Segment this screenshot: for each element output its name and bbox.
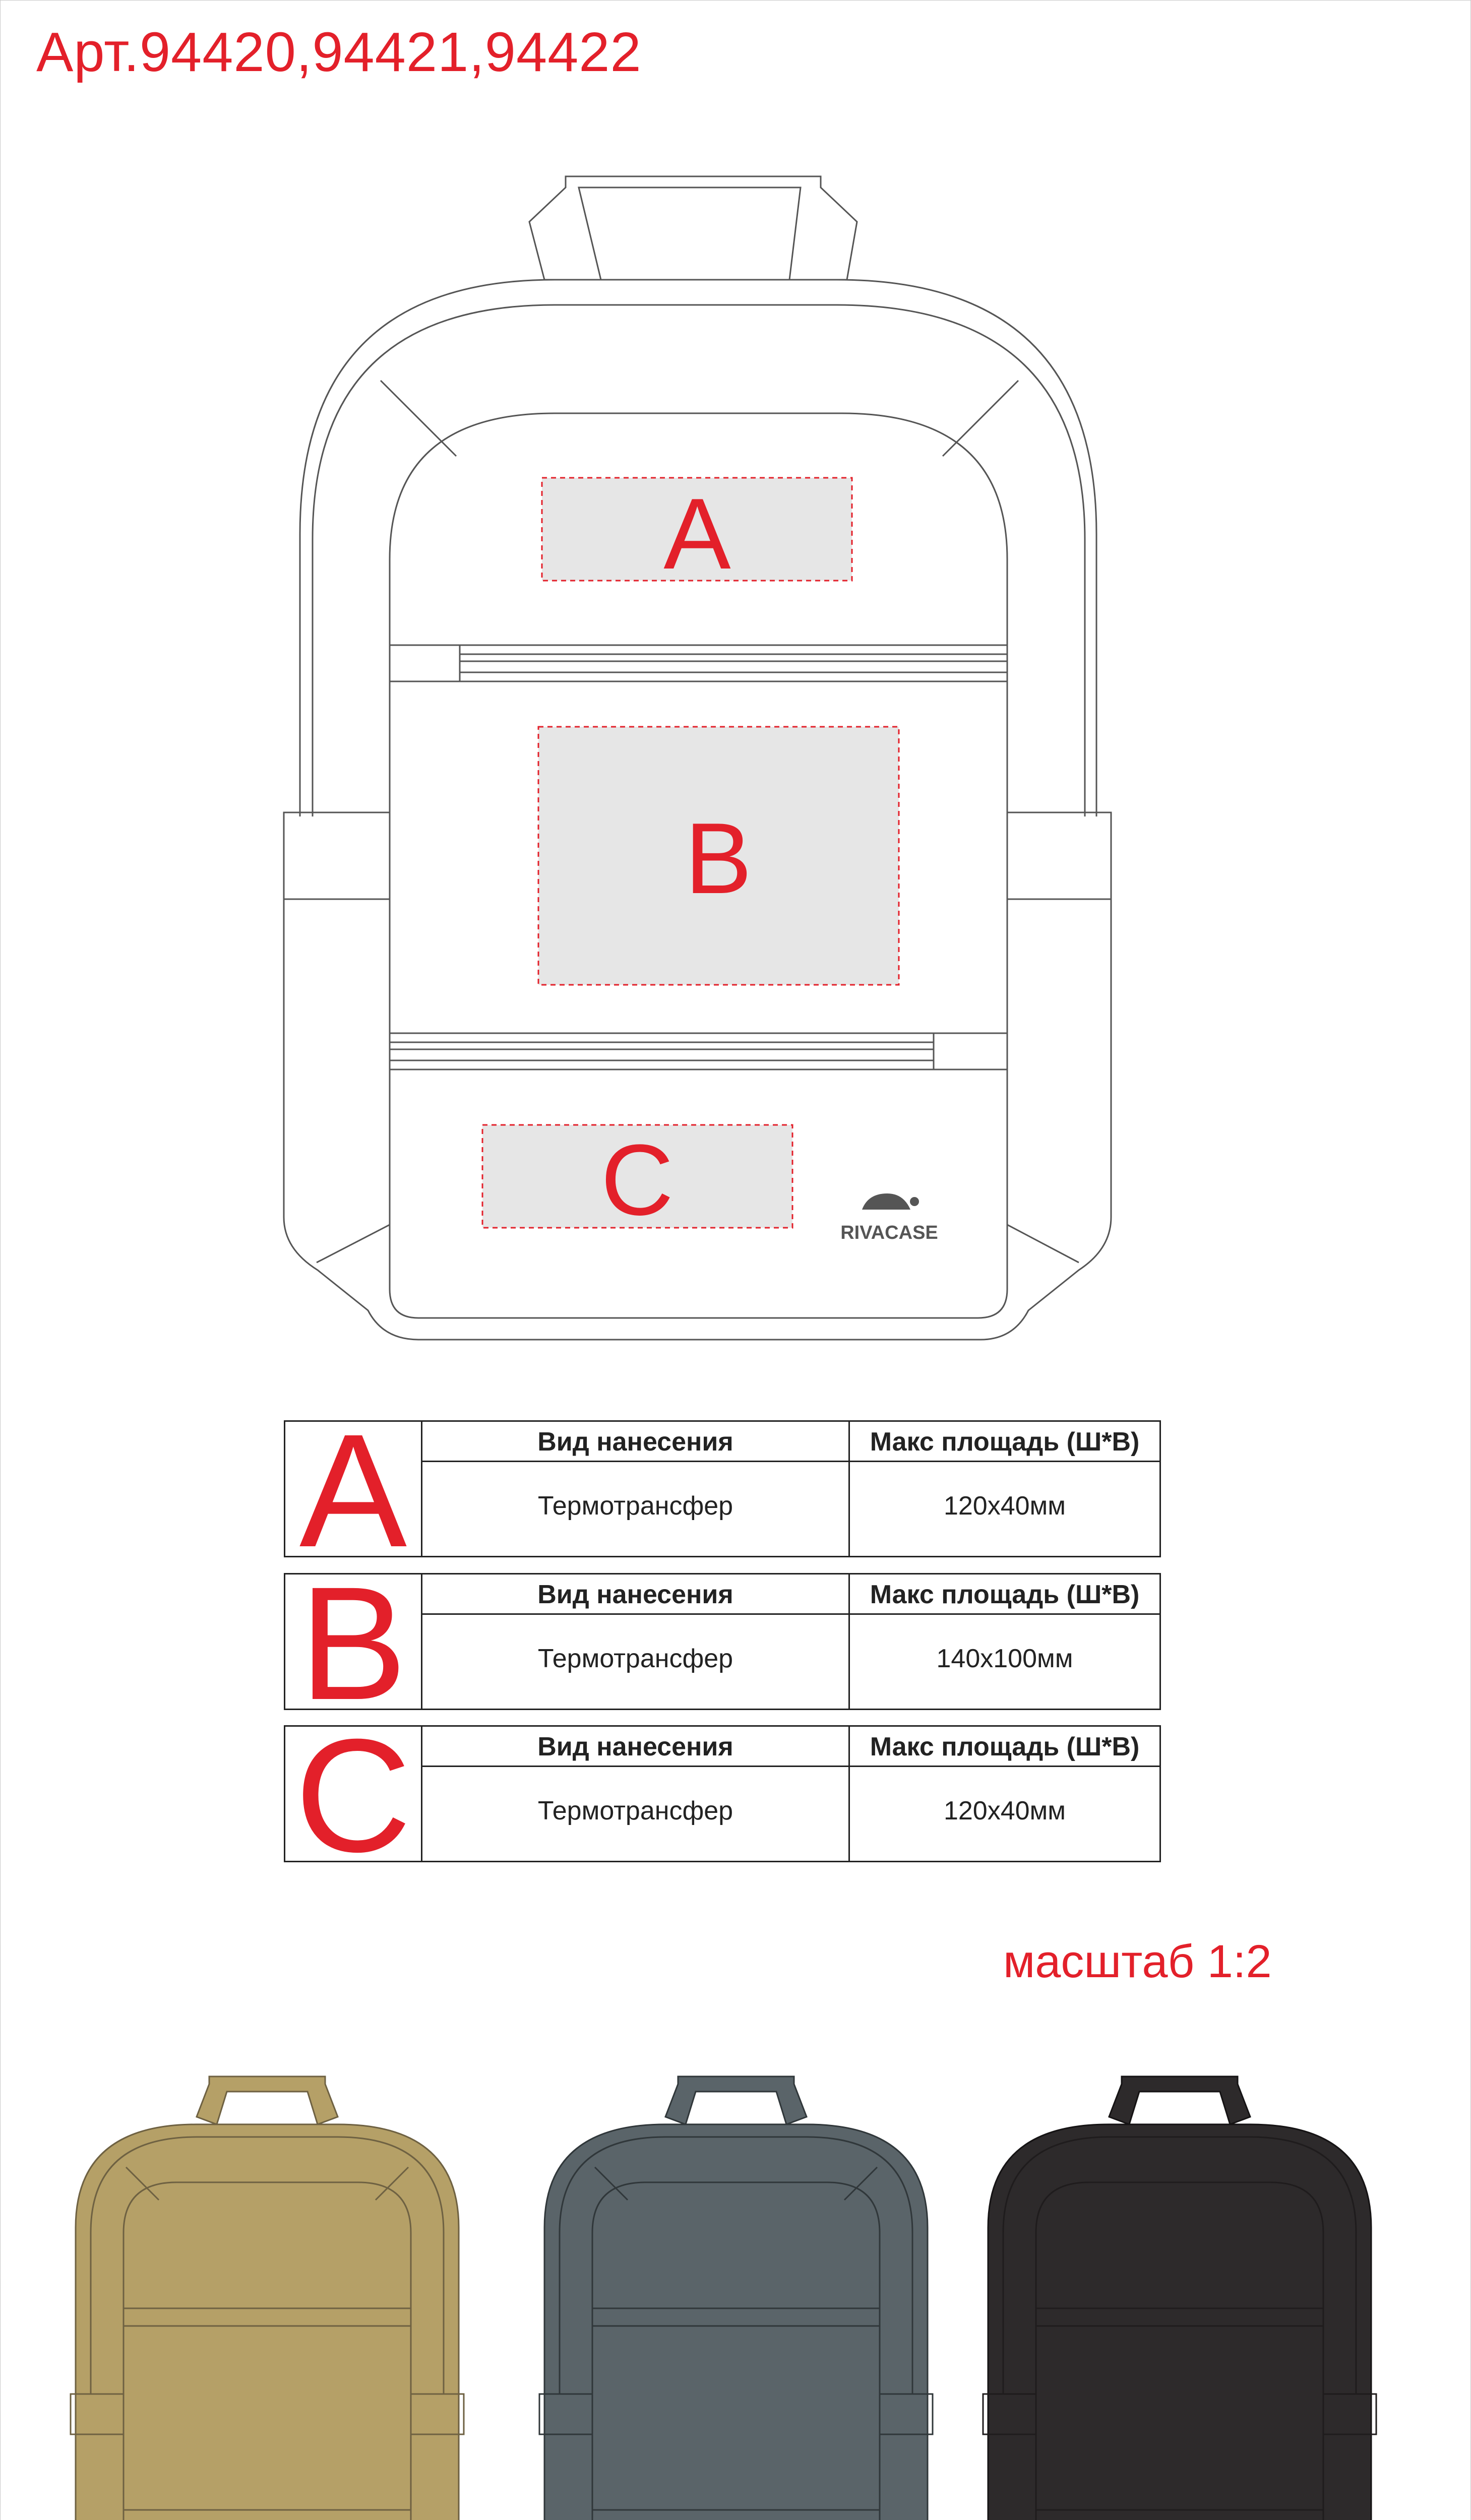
svg-text:RIVACASE: RIVACASE bbox=[840, 1222, 938, 1243]
method-value: Термотрансфер bbox=[537, 1796, 733, 1825]
rivacase-logo bbox=[840, 1193, 938, 1243]
method-header: Вид нанесения bbox=[422, 1727, 848, 1767]
spec-table-a bbox=[284, 1400, 1161, 1581]
zone-b-label: B bbox=[685, 802, 752, 915]
method-value: Термотрансфер bbox=[537, 1491, 733, 1521]
variant-black bbox=[983, 2076, 1376, 2520]
method-value: Термотрансфер bbox=[537, 1644, 733, 1673]
color-variants bbox=[0, 2066, 1471, 2520]
area-value: 120x40мм bbox=[848, 1462, 1159, 1557]
area-header: Макс площадь (Ш*В) bbox=[848, 1727, 1159, 1767]
variant-beige bbox=[71, 2076, 464, 2520]
spec-letter: C bbox=[285, 1727, 422, 1861]
spec-letter: B bbox=[285, 1574, 422, 1709]
spec-table-b bbox=[284, 1553, 1161, 1733]
method-header: Вид нанесения bbox=[422, 1422, 848, 1462]
zone-a-label: A bbox=[663, 478, 731, 590]
method-header: Вид нанесения bbox=[422, 1574, 848, 1615]
area-header: Макс площадь (Ш*В) bbox=[848, 1574, 1159, 1615]
area-value: 120x40мм bbox=[848, 1767, 1159, 1862]
spec-letter: A bbox=[285, 1422, 422, 1556]
area-value: 140x100мм bbox=[848, 1615, 1159, 1710]
article-title: Арт.94420,94421,94422 bbox=[36, 21, 642, 83]
zone-c-label: C bbox=[600, 1124, 674, 1236]
scale-label: масштаб 1:2 bbox=[1003, 1936, 1272, 1987]
spec-table-c bbox=[284, 1705, 1161, 1885]
area-header: Макс площадь (Ш*В) bbox=[848, 1422, 1159, 1462]
variant-grey bbox=[539, 2076, 933, 2520]
